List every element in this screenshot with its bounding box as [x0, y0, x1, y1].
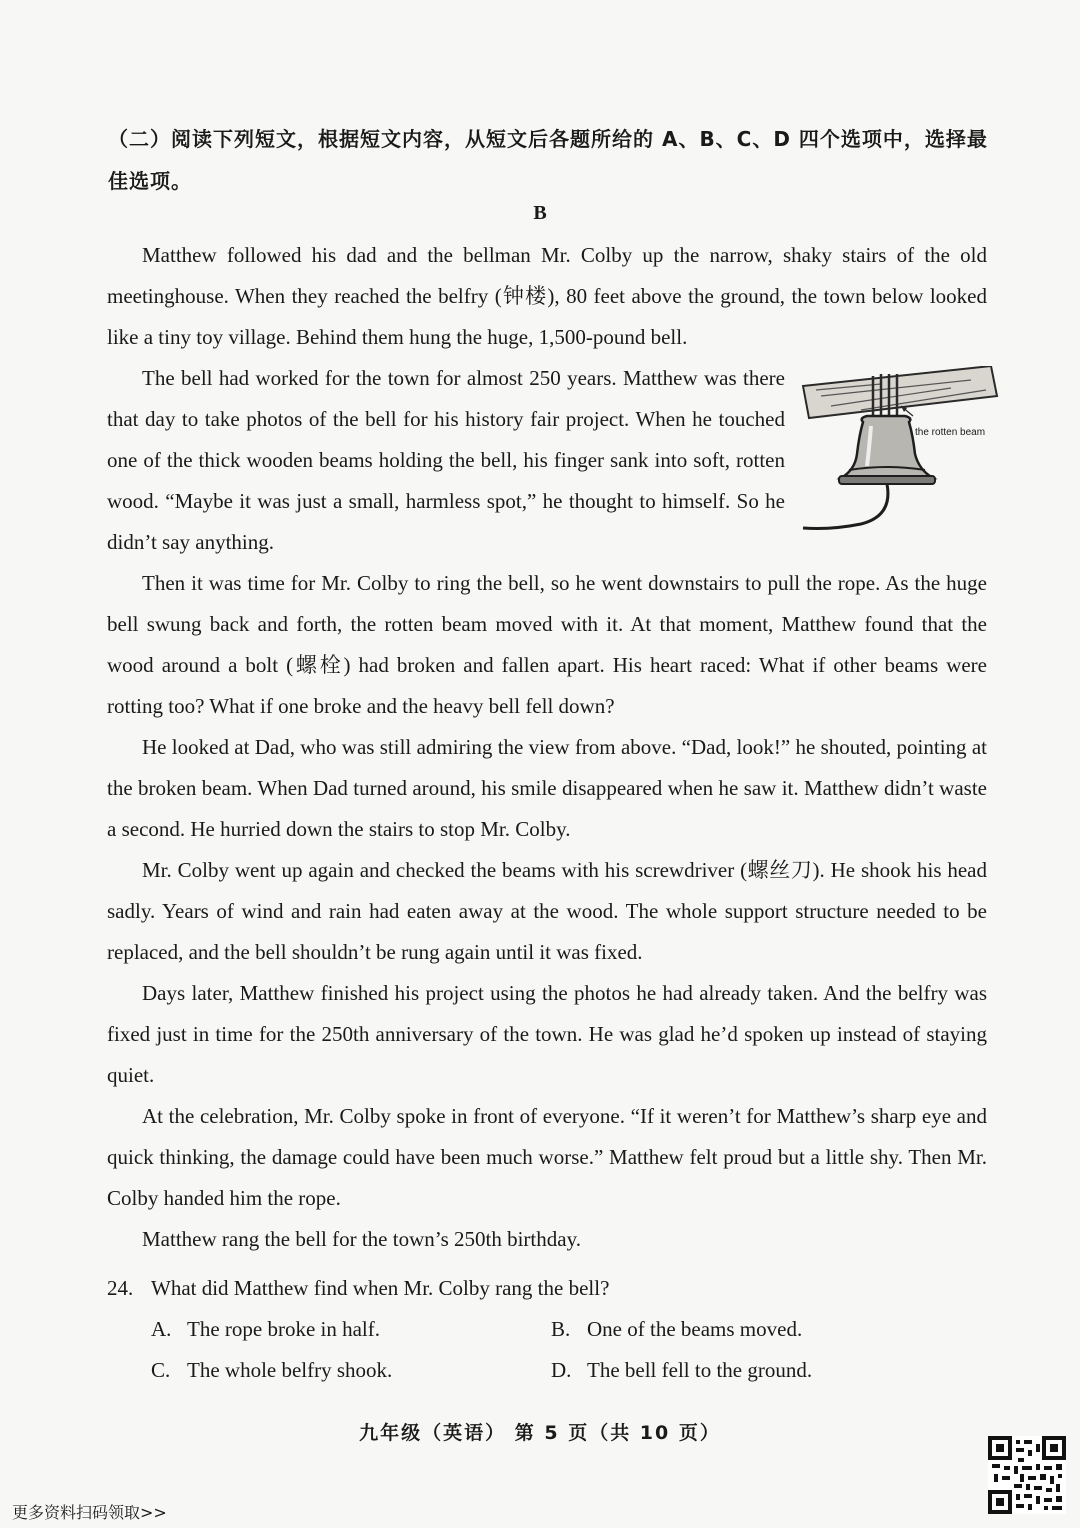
figure-label: the rotten beam: [915, 427, 986, 438]
passage-paragraph-2: The bell had worked for the town for almost 250 years. Matthew was there that day to take photos of the bell for his history fair project. When he touched one of the thick wooden beams holding the bell, his finger sank into soft, rotten wood. “Maybe it was just a small, harmless spot,” he thought to himself. So he didn’t say anything.: [107, 366, 785, 554]
passage-paragraph-3: Then it was time for Mr. Colby to ring the bell, so he went downstairs to pull the rope. As the huge bell swung back and forth, the rotten beam moved with it. At that moment, Matthew found that the wood around a bolt (螺栓) had broken and fallen apart. His heart raced: What if other beams were rotting too? What if one broke and the heavy bell fell down?: [107, 571, 987, 718]
passage-paragraph-8: Matthew rang the bell for the town’s 250th birthday.: [142, 1227, 581, 1251]
option-text: One of the beams moved.: [587, 1317, 803, 1341]
option-letter: D.: [551, 1358, 572, 1382]
passage-paragraph-5: Mr. Colby went up again and checked the beams with his screwdriver (螺丝刀). He shook his head sadly. Years of wind and rain had eaten away at the wood. The whole support structure needed to be replaced, and the bell shouldn’t be rung again until it was fixed.: [107, 858, 987, 964]
question-24: [107, 1268, 987, 1391]
option-d[interactable]: [551, 1350, 951, 1391]
option-text: The bell fell to the ground.: [587, 1358, 813, 1382]
passage-paragraph-1: Matthew followed his dad and the bellman Mr. Colby up the narrow, shaky stairs of the old meetinghouse. When they reached the belfry (钟楼), 80 feet above the ground, the town below looked like a tiny toy village. Behind them hung the huge, 1,500-pound bell.: [107, 243, 987, 349]
option-text: The whole belfry shook.: [187, 1358, 393, 1382]
more-materials-link[interactable]: 更多资料扫码领取>>: [12, 1503, 167, 1522]
option-b[interactable]: [551, 1309, 951, 1350]
option-letter: B.: [551, 1317, 571, 1341]
option-c[interactable]: [151, 1350, 551, 1391]
bell-figure: [801, 366, 1001, 534]
section-label: B: [533, 202, 547, 224]
passage-paragraph-4: He looked at Dad, who was still admiring the view from above. “Dad, look!” he shouted, pointing at the broken beam. When Dad turned around, his smile disappeared when he saw it. Matthew didn’t waste a second. He hurried down the stairs to stop Mr. Colby.: [107, 735, 987, 841]
qr-code-graphic: [988, 1436, 1066, 1514]
option-a[interactable]: [151, 1309, 551, 1350]
option-letter: A.: [151, 1317, 172, 1341]
passage-paragraph-6: Days later, Matthew finished his project using the photos he had already taken. And the belfry was fixed just in time for the 250th anniversary of the town. He was glad he’d spoken up instead of staying quiet.: [107, 981, 987, 1087]
option-letter: C.: [151, 1358, 171, 1382]
qr-code-icon[interactable]: [988, 1436, 1066, 1514]
question-number: 24.: [107, 1276, 134, 1300]
reading-passage: [107, 235, 987, 1260]
question-stem: [107, 1268, 987, 1309]
instructions: （二）阅读下列短文，根据短文内容，从短文后各题所给的 A、B、C、D 四个选项中，选择最佳选项。: [108, 127, 988, 193]
option-text: The rope broke in half.: [187, 1317, 381, 1341]
page-footer: 九年级（英语） 第 5 页（共 10 页）: [359, 1422, 721, 1444]
passage-paragraph-7: At the celebration, Mr. Colby spoke in front of everyone. “If it weren’t for Matthew’s sharp eye and quick thinking, the damage could have been much worse.” Matthew felt proud but a little shy. Then Mr. Colby handed him the rope.: [107, 1104, 987, 1210]
question-text: What did Matthew find when Mr. Colby rang the bell?: [151, 1276, 610, 1300]
answer-options: [107, 1309, 987, 1391]
